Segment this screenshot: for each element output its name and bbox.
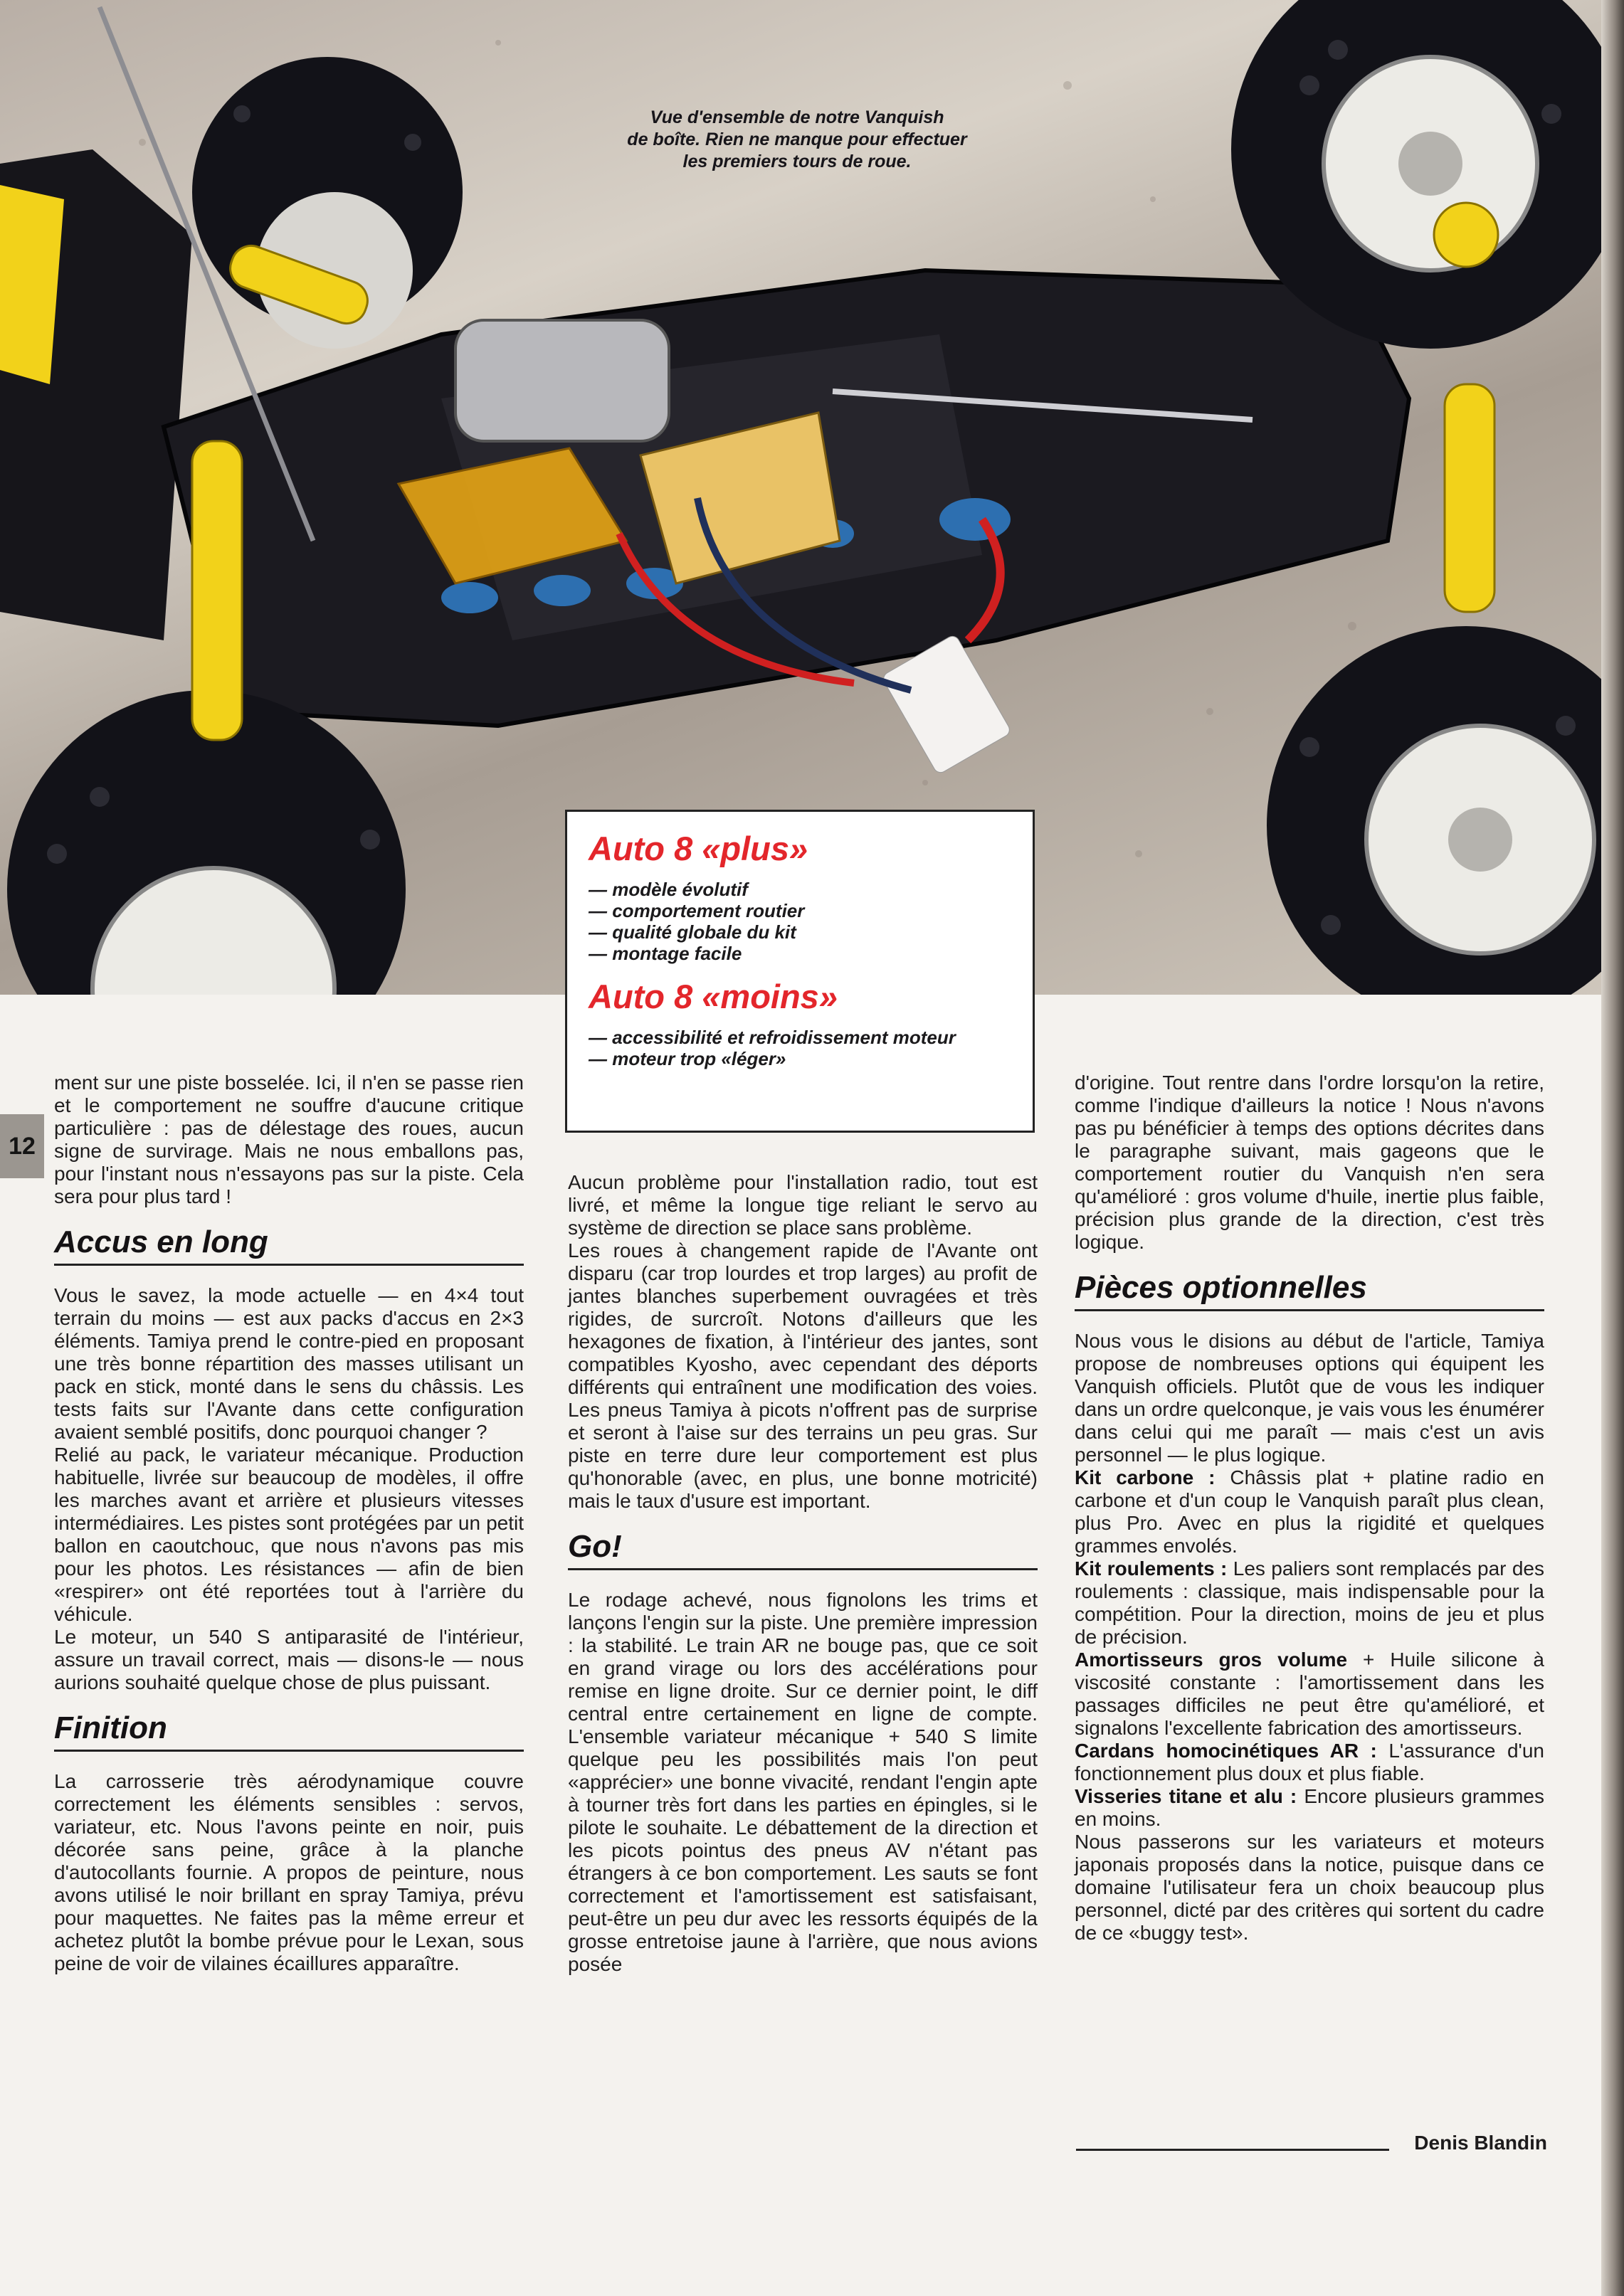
list-item: — accessibilité et refroidissement moteur: [589, 1027, 956, 1048]
paragraph: La carrosserie très aérodynamique couvre correctement les éléments sensibles : servos, variateur, etc. Nous l'avons peinte en noir, puis décorée sans peine, grâce à la planche d'autocollants fournie. A propos de peinture, nous avons utilisé le noir brillant en spray Tamiya, prévu pour maquettes. Ne faites pas la même erreur et achetez plutôt la bombe prévue pour le Lexan, sous peine de voir de vilaines écaillures apparaître.: [54, 1770, 524, 1974]
heading-go: Go!: [568, 1528, 1038, 1570]
paragraph: Aucun problème pour l'installation radio, tout est livré, et même la longue tige reliant le servo au système de direction se place sans problème.: [568, 1171, 1038, 1239]
option-text: Les paliers sont remplacés par des roulements : classique, mais indispensable pour la compétition. Pour la direction, moins de jeu et plus de précision.: [1075, 1557, 1545, 1648]
heading-pieces: Pièces optionnelles: [1075, 1269, 1544, 1311]
option-cardans: [1075, 1740, 1544, 1785]
wheel-front-bottom: [1267, 626, 1601, 995]
paragraph: Le rodage achevé, nous fignolons les trims et lançons l'engin sur la piste. Une première impression : la stabilité. Le train AR ne bouge pas, que ce soit en grand virage ou lors des accélérations pour remise en ligne droite. Sur ce dernier point, le diff central entre certainement en ligne de compte. L'ensemble variateur mécanique + 540 S limite quelque peu les possibilités mais l'on peut «apprécier» une bonne vivacité, rendant l'engin apte à tourner très fort dans les parties en épingles, si le pilote le souhaite. Le débattement de la direction et les picots pointus des pneus AV n'étant pas étrangers à ce bon comportement. Les sauts se font correctement et l'amortissement est satisfaisant, peut-être un peu dur avec les ressorts équipés de la grosse entretoise jaune à l'arrière, que nous avions posée: [568, 1589, 1038, 1975]
column-left: [54, 1072, 524, 1975]
option-label: Amortisseurs gros volume: [1075, 1649, 1348, 1671]
paragraph: Relié au pack, le variateur mécanique. Production habituelle, livrée sur beaucoup de modèles, il offre les marches avant et arrière et plusieurs vitesses intermédiaires. Les pistes sont protégées par un petit ballon en caoutchouc, que nous n'avons pas mis pour les photos. Les résistances — afin de bien «respirer» ont été reportées tout à l'arrière du véhicule.: [54, 1444, 524, 1625]
option-label: Kit roulements :: [1075, 1557, 1228, 1580]
heading-finition: Finition: [54, 1710, 524, 1752]
signature: [1076, 2127, 1547, 2156]
plus-list: [589, 879, 1011, 964]
option-amortisseurs: [1075, 1649, 1544, 1740]
paragraph: Vous le savez, la mode actuelle — en 4×4 tout terrain du moins — est aux packs d'accus en 2×3 éléments. Tamiya prend le contre-pied en proposant une très bonne répartition des masses utilisant un pack en stick, monté dans le sens du châssis. Les tests faits sur l'Avante dans cette configuration avaient semblé positifs, donc pourquoi changer ?: [54, 1284, 524, 1443]
motor: [455, 320, 669, 441]
paragraph: Les roues à changement rapide de l'Avante ont disparu (car trop lourdes et trop larges) au profit de jantes blanches superbement ouvragées et très rigides, de surcroît. Notons d'ailleurs que les hexagones de fixation, à l'intérieur des jantes, sont compatibles Kyosho, avec cependant des déports différents qui entraînent une modification des voies. Les pneus Tamiya à picots n'offrent pas de surprise et seront à l'aise sur des terrains un peu gras. Sur piste en terre dure leur comportement est plus qu'honorable (avec, en plus, une bonne motricité) mais le taux d'usure est important.: [568, 1239, 1038, 1512]
option-label: Cardans homocinétiques AR :: [1075, 1740, 1377, 1762]
option-visseries: [1075, 1785, 1544, 1831]
option-text: Châssis plat + platine radio en carbone et d'un coup le Vanquish paraît plus clean, plus Pro. Avec en plus la rigidité et quelques grammes envolés.: [1075, 1466, 1544, 1557]
page-number: 12: [0, 1114, 44, 1178]
pros-cons-box: [565, 810, 1035, 1133]
minus-list: [589, 1027, 1011, 1069]
option-kit-roulements: [1075, 1557, 1544, 1649]
list-item: — moteur trop «léger»: [589, 1048, 786, 1069]
option-text: + Huile silicone à viscosité constante : l'amortissement dans les passages difficiles ne peut être qu'amélioré, et signalons l'excellente fabrication des amortisseurs.: [1075, 1649, 1544, 1739]
paragraph: d'origine. Tout rentre dans l'ordre lorsqu'on la retire, comme l'indique d'ailleurs la notice ! Nous n'avons pas pu bénéficier à temps des options décrites dans le paragraphe suivant, mais gageons que le comportement routier du Vanquish n'en sera qu'amélioré : gros volume d'huile, inertie plus faible, précision plus grande de la direction, c'est très logique.: [1075, 1072, 1544, 1253]
list-item: — modèle évolutif: [589, 879, 748, 900]
signature-rule: [1076, 2149, 1389, 2151]
list-item: — comportement routier: [589, 900, 805, 921]
option-kit-carbone: [1075, 1466, 1544, 1557]
column-middle: [568, 1171, 1038, 1976]
paragraph: ment sur une piste bosselée. Ici, il n'en se passe rien et le comportement ne souffre d'aucune critique particulière : pas de délestage des roues, aucun signe de survirage. Mais ne nous emballons pas, pour l'instant nous n'essayons pas sur la piste. Cela sera pour plus tard !: [54, 1072, 524, 1207]
option-label: Visseries titane et alu :: [1075, 1785, 1297, 1807]
plus-title: Auto 8 «plus»: [589, 830, 808, 867]
photo-caption: Vue d'ensemble de notre Vanquish de boîte. Rien ne manque pour effectuer les premiers tours de roue.: [627, 107, 967, 171]
column-right: [1075, 1072, 1544, 1945]
list-item: — qualité globale du kit: [589, 921, 796, 943]
paragraph: Le moteur, un 540 S antiparasité de l'intérieur, assure un travail correct, mais — disons-le — nous aurions souhaité quelque chose de plus puissant.: [54, 1626, 524, 1693]
paragraph: Nous passerons sur les variateurs et moteurs japonais proposés dans la notice, puisque dans ce domaine l'utilisateur fera un choix beaucoup plus personnel, dicté par des critères qui sortent du cadre de ce «buggy test».: [1075, 1831, 1544, 1944]
option-label: Kit carbone :: [1075, 1466, 1216, 1488]
minus-title: Auto 8 «moins»: [589, 978, 838, 1015]
heading-accus: Accus en long: [54, 1224, 524, 1266]
page-gutter: [1601, 0, 1624, 2296]
paragraph: Nous vous le disions au début de l'article, Tamiya propose de nombreuses options qui équipent les Vanquish officiels. Plutôt que de vous les indiquer dans un ordre quelconque, je vais vous les énumérer dans celui qui me paraît — mais c'est un avis personnel — le plus logique.: [1075, 1330, 1544, 1466]
option-text: Encore plusieurs grammes en moins.: [1075, 1785, 1544, 1830]
list-item: — montage facile: [589, 943, 742, 964]
option-text: L'assurance d'un fonctionnement plus doux et plus fiable.: [1075, 1740, 1545, 1784]
author-name: Denis Blandin: [1414, 2132, 1547, 2154]
